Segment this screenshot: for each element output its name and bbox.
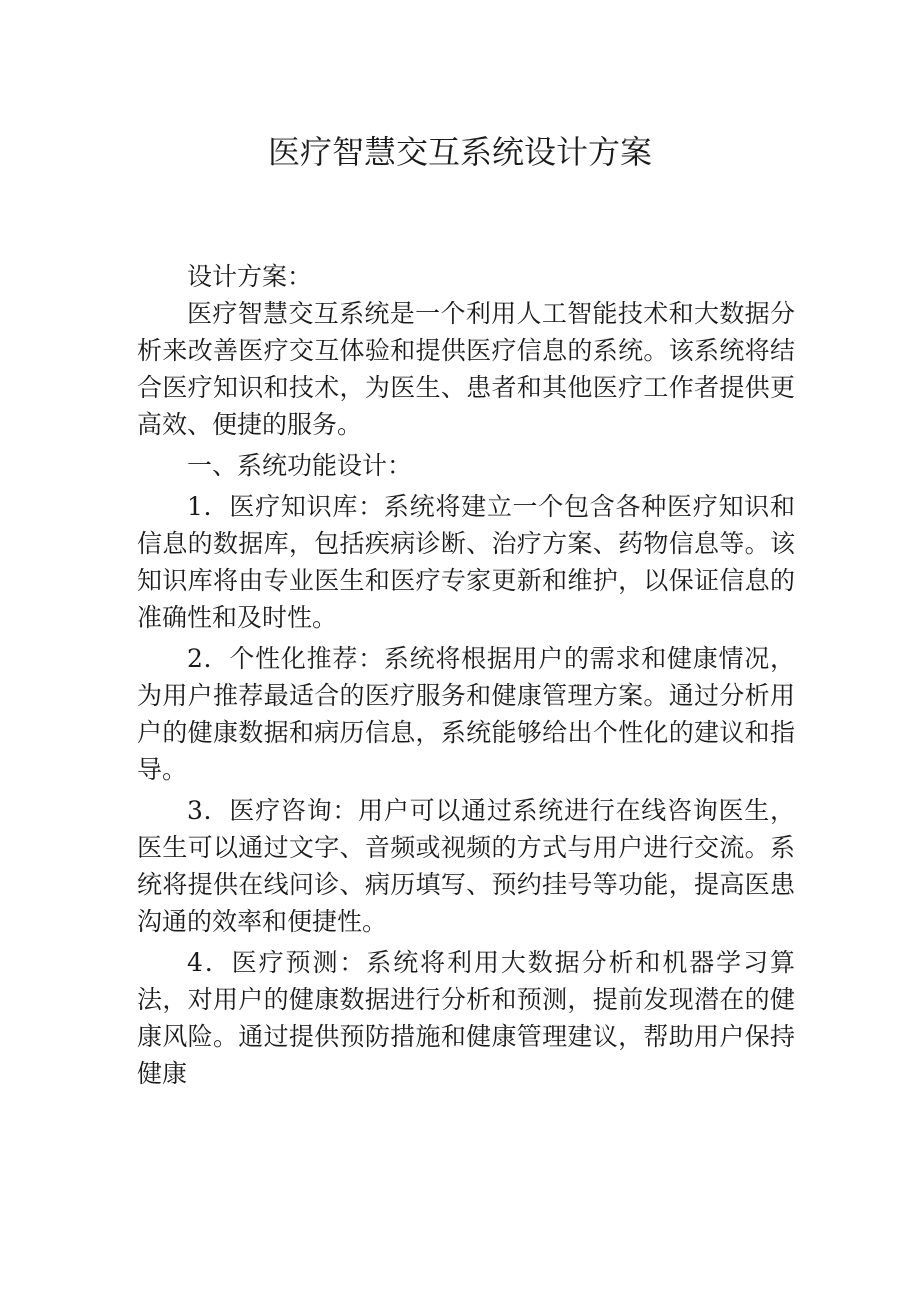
document-body (137, 258, 795, 1092)
paragraph-item-2: 2．个性化推荐：系统将根据用户的需求和健康情况，为用户推荐最适合的医疗服务和健康管理方案。通过分析用户的健康数据和病历信息，系统能够给出个性化的建议和指导。 (137, 644, 795, 784)
paragraph-heading: 设计方案： (187, 262, 313, 291)
paragraph-item-3: 3．医疗咨询：用户可以通过系统进行在线咨询医生，医生可以通过文字、音频或视频的方式与用户进行交流。系统将提供在线问诊、病历填写、预约挂号等功能，提高医患沟通的效率和便捷性。 (137, 796, 795, 936)
paragraph-item-1: 1．医疗知识库：系统将建立一个包含各种医疗知识和信息的数据库，包括疾病诊断、治疗方案、药物信息等。该知识库将由专业医生和医疗专家更新和维护，以保证信息的准确性和及时性。 (137, 492, 795, 632)
paragraph-intro: 医疗智慧交互系统是一个利用人工智能技术和大数据分析来改善医疗交互体验和提供医疗信息的系统。该系统将结合医疗知识和技术，为医生、患者和其他医疗工作者提供更高效、便捷的服务。 (137, 299, 795, 439)
document-title: 医疗智慧交互系统设计方案 (267, 133, 652, 171)
paragraph-item-4: 4．医疗预测：系统将利用大数据分析和机器学习算法，对用户的健康数据进行分析和预测，提前发现潜在的健康风险。通过提供预防措施和健康管理建议，帮助用户保持健康 (137, 948, 795, 1088)
section-heading: 一、系统功能设计： (187, 451, 413, 480)
